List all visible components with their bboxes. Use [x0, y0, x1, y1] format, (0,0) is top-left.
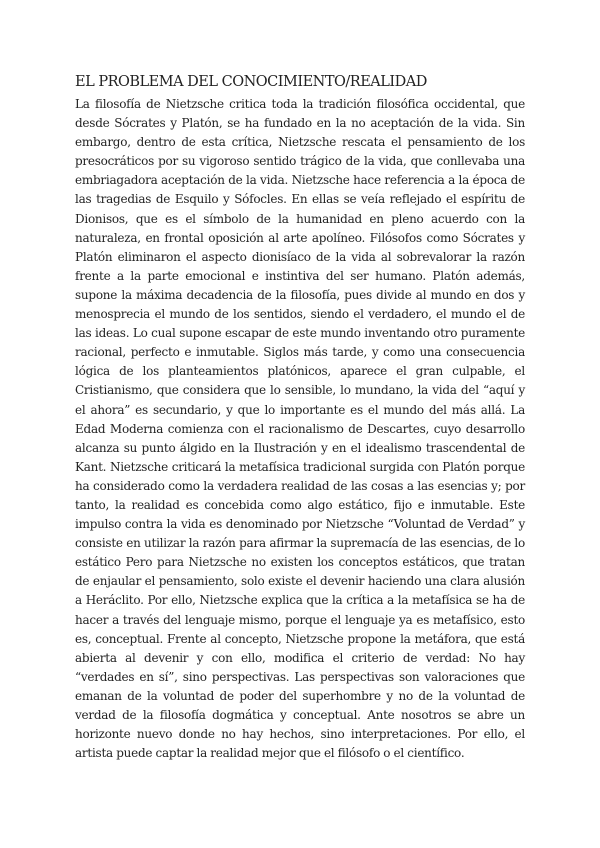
document-title: EL PROBLEMA DEL CONOCIMIENTO/REALIDAD [75, 74, 427, 90]
document-content [75, 73, 525, 763]
document-paragraph: La filosofía de Nietzsche critica toda la tradición filosófica occidental, que desde Sócrates y Platón, se ha fundado en la no aceptación de la vida. Sin embargo, dentro de esta crítica, Nietzsche rescata el pensamiento de los presocráticos por su vigoroso sentido trágico de la vida, que conllevaba una embriagadora aceptación de la vida. Nietzsche hace referencia a la época de las tragedias de Esquilo y Sófocles. En ellas se veía reflejado el espíritu de Dionisos, que es el símbolo de la humanidad en pleno acuerdo con la naturaleza, en frontal oposición al arte apolíneo. Filósofos como Sócrates y Platón eliminaron el aspecto dionisíaco de la vida al sobrevalorar la razón frente a la parte emocional e instintiva del ser humano. Platón además, supone la máxima decadencia de la filosofía, pues divide al mundo en dos y menosprecia el mundo de los sentidos, siendo el verdadero, el mundo el de las ideas. Lo cual supone escapar de este mundo inventando otro puramente racional, perfecto e inmutable. Siglos más tarde, y como una consecuencia lógica de los planteamientos platónicos, aparece el gran culpable, el Cristianismo, que considera que lo sensible, lo mundano, la vida del “aquí y el ahora” es secundario, y que lo importante es el mundo del más allá. La Edad Moderna comienza con el racionalismo de Descartes, cuyo desarrollo alcanza su punto álgido en la Ilustración y en el idealismo trascendental de Kant. Nietzsche criticará la metafísica tradicional surgida con Platón porque ha considerado como la verdadera realidad de las cosas a las esencias y; por tanto, la realidad es concebida como algo estático, fijo e inmutable. Este impulso contra la vida es denominado por Nietzsche “Voluntad de Verdad” y consiste en utilizar la razón para afirmar la supremacía de las esencias, de lo estático Pero para Nietzsche no existen los conceptos estáticos, que tratan de enjaular el pensamiento, solo existe el devenir haciendo una clara alusión a Heráclito. Por ello, Nietzsche explica que la crítica a la metafísica se ha de hacer a través del lenguaje mismo, porque el lenguaje ya es metafísico, esto es, conceptual. Frente al concepto, Nietzsche propone la metáfora, que está abierta al devenir y con ello, modifica el criterio de verdad: No hay “verdades en sí”, sino perspectivas. Las perspectivas son valoraciones que emanan de la voluntad de poder del superhombre y no de la voluntad de verdad de la filosofía dogmática y conceptual. Ante nosotros se abre un horizonte nuevo donde no hay hechos, sino interpretaciones. Por ello, el artista puede captar la realidad mejor que el filósofo o el científico. [75, 97, 525, 761]
